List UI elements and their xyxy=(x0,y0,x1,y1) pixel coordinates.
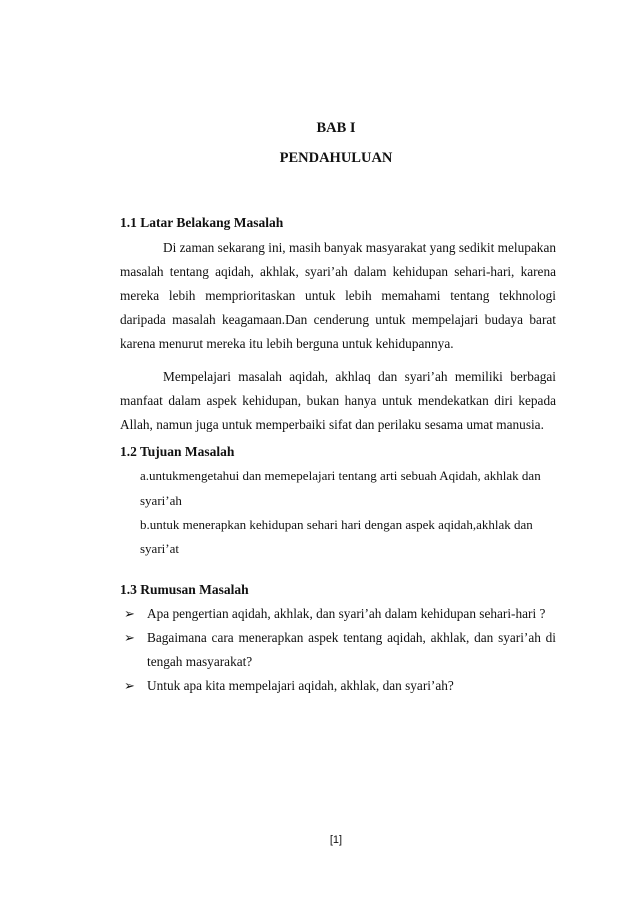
question-item-continued: tengah masyarakat? xyxy=(147,654,253,669)
paragraph-line: Allah, namun juga untuk memperbaiki sifat dan perilaku sesama umat manusia. xyxy=(120,417,544,432)
paragraph-line: manfaat dalam aspek kehidupan, bukan hanya untuk mendekatkan diri kepada xyxy=(120,393,556,408)
paragraph-line: masalah tentang aqidah, akhlak, syari’ah dalam kehidupan sehari-hari, karena xyxy=(120,264,556,279)
paragraph-line: Mempelajari masalah aqidah, akhlaq dan syari’ah memiliki berbagai xyxy=(163,369,556,384)
section-heading-1-3: 1.3 Rumusan Masalah xyxy=(120,582,249,597)
question-item: Apa pengertian aqidah, akhlak, dan syari’ah dalam kehidupan sehari-hari ? xyxy=(147,606,546,621)
arrow-bullet-icon: ➢ xyxy=(124,606,135,621)
section-heading-1-1: 1.1 Latar Belakang Masalah xyxy=(120,215,284,230)
question-item: Untuk apa kita mempelajari aqidah, akhlak, dan syari’ah? xyxy=(147,678,454,693)
question-item: Bagaimana cara menerapkan aspek tentang aqidah, akhlak, dan syari’ah di xyxy=(147,630,556,645)
chapter-number: BAB I xyxy=(316,120,356,136)
chapter-title: PENDAHULUAN xyxy=(279,150,393,166)
goal-line: a.untukmengetahui dan memepelajari tentang arti sebuah Aqidah, akhlak dan xyxy=(140,468,541,483)
goal-line: syari’at xyxy=(140,541,179,556)
arrow-bullet-icon: ➢ xyxy=(124,630,135,645)
paragraph-line: daripada masalah keagamaan.Dan cenderung untuk mempelajari budaya barat xyxy=(120,312,556,327)
page-number: [1] xyxy=(329,834,343,846)
goal-line: b.untuk menerapkan kehidupan sehari hari dengan aspek aqidah,akhlak dan xyxy=(140,517,533,532)
arrow-bullet-icon: ➢ xyxy=(124,678,135,693)
goal-line: syari’ah xyxy=(140,493,182,508)
paragraph-line: karena menurut mereka itu lebih berguna untuk kehidupannya. xyxy=(120,336,454,351)
section-heading-1-2: 1.2 Tujuan Masalah xyxy=(120,444,235,459)
paragraph-line: Di zaman sekarang ini, masih banyak masyarakat yang sedikit melupakan xyxy=(163,240,556,255)
paragraph-line: mereka lebih memprioritaskan untuk lebih memahami tentang tekhnologi xyxy=(120,288,556,303)
